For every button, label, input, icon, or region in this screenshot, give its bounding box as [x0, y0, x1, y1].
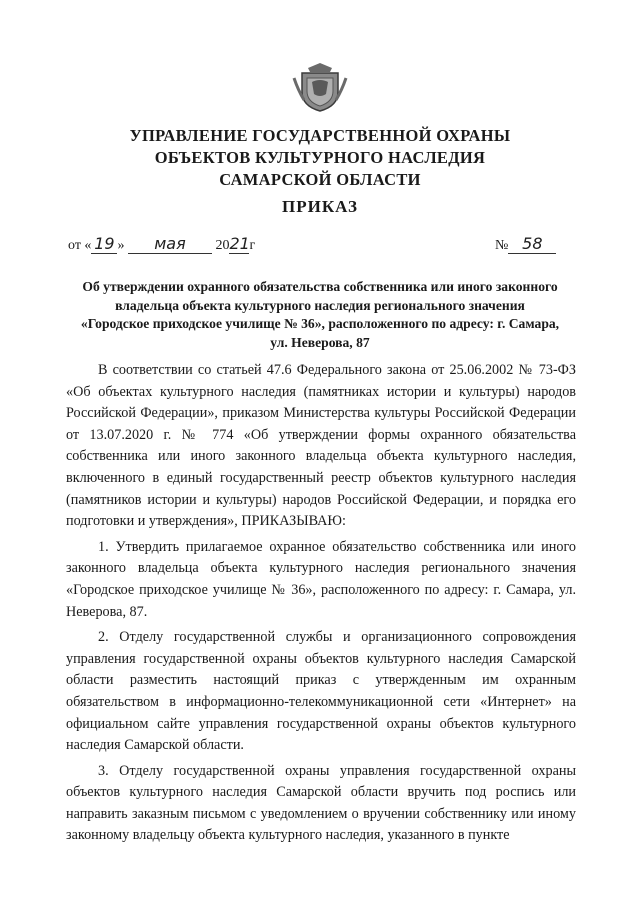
- org-name-line-2: ОБЪЕКТОВ КУЛЬТУРНОГО НАСЛЕДИЯ: [154, 148, 486, 167]
- subject-line-3: «Городское приходское училище № 36», расположенного по адресу: г. Самара,: [80, 316, 560, 331]
- date-quote-close: »: [117, 238, 125, 253]
- order-date: [68, 234, 255, 256]
- coat-of-arms-icon: [290, 60, 350, 114]
- subject-line-4: ул. Неверова, 87: [270, 334, 370, 350]
- preamble-paragraph: В соответствии со статьей 47.6 Федерального закона от 25.06.2002 № 73-ФЗ «Об объектах культурного наследия (памятниках истории и культуры) народов Российской Федерации», приказом Министерства культуры Российской Федерации от 13.07.2020 г. № 774 «Об утверждении формы охранного обязательства собственника или иного законного владельца объекта культурного наследия, включенного в единый государственный реестр объектов культурного наследия (памятников истории и культуры) народов Российской Федерации, и порядка его подготовки и утверждения», ПРИКАЗЫВАЮ:: [66, 362, 576, 530]
- clause-1: 1. Утвердить прилагаемое охранное обязательство собственника или иного законного владельца объекта культурного наследия регионального значения «Городское приходское училище № 36», расположенного по адресу: г. Самара, ул. Неверова, 87.: [66, 538, 576, 620]
- order-body: [66, 360, 576, 847]
- subject-line-2: владельца объекта культурного наследия регионального значения: [115, 297, 525, 313]
- date-year: 21: [229, 234, 250, 253]
- order-number: [495, 234, 556, 256]
- clause-2: 2. Отделу государственной службы и организационного сопровождения управления государственной охраны объектов культурного наследия Самарской области разместить настоящий приказ с утвержденным им охранным обязательством в информационно-телекоммуникационной сети «Интернет» на официальном сайте управления государственной охраны объектов культурного наследия Самарской области.: [66, 629, 576, 754]
- year-prefix: 20: [215, 238, 230, 253]
- document-type-title: ПРИКАЗ: [282, 197, 358, 216]
- order-number-value: 58: [508, 234, 556, 254]
- date-day: 19: [91, 234, 117, 254]
- org-name-line-1: УПРАВЛЕНИЕ ГОСУДАРСТВЕННОЙ ОХРАНЫ: [129, 126, 511, 145]
- subject-line-1: Об утверждении охранного обязательства собственника или иного законного: [82, 279, 558, 294]
- number-prefix: №: [495, 238, 509, 253]
- year-suffix: г: [249, 238, 256, 253]
- org-name-line-3: САМАРСКОЙ ОБЛАСТИ: [219, 170, 421, 189]
- clause-3: 3. Отделу государственной охраны управления государственной охраны объектов культурного наследия Самарской области вручить под роспись или направить заказным письмом с уведомлением о вручении собственнику или иному законному владельцу объекта культурного наследия, указанного в пункте: [66, 762, 576, 844]
- date-month: мая: [128, 234, 212, 254]
- order-subject: [60, 278, 580, 352]
- date-prefix: от «: [68, 238, 92, 253]
